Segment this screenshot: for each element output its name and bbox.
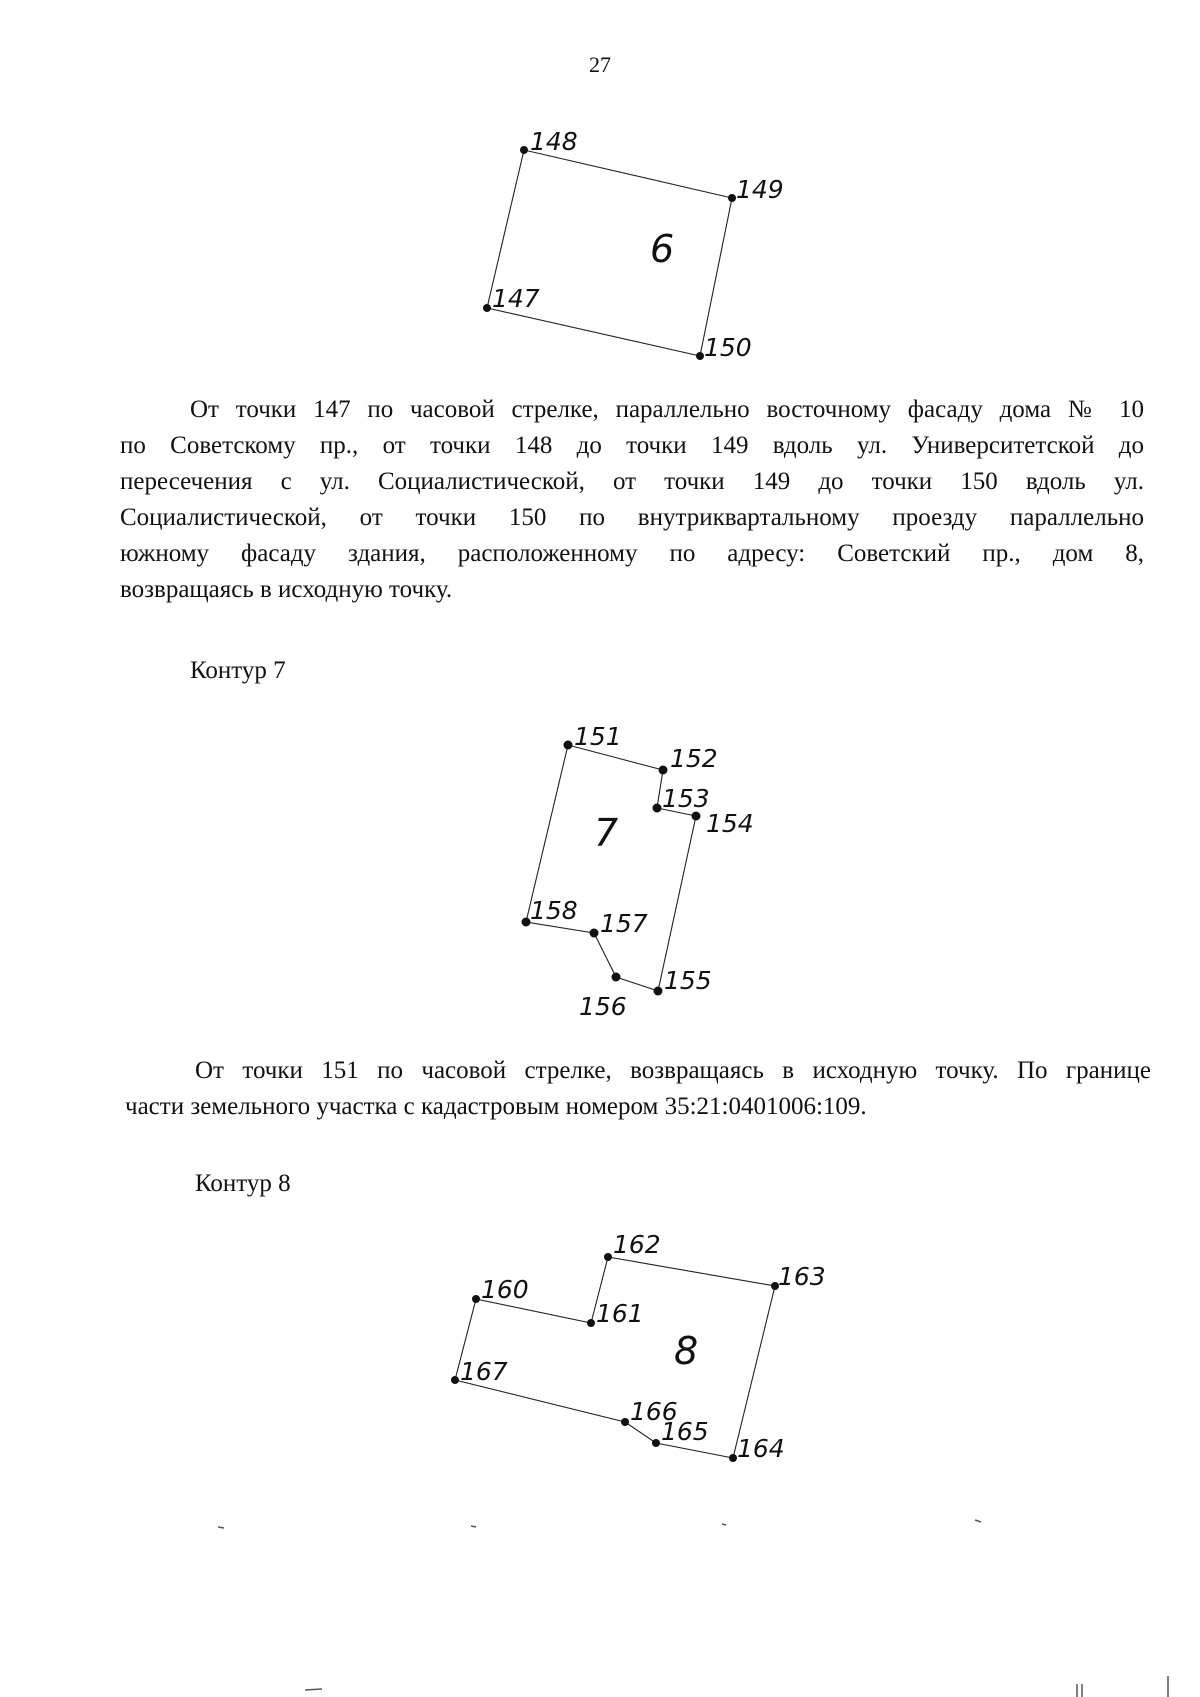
point-label-165: 165 xyxy=(661,1417,709,1446)
contour-7-number: 7 xyxy=(594,811,619,855)
point-label-157: 157 xyxy=(600,909,648,938)
point-label-153: 153 xyxy=(662,784,710,813)
point-label-151: 151 xyxy=(574,722,622,751)
point-label-167: 167 xyxy=(460,1357,508,1386)
page-number: 27 xyxy=(589,52,611,77)
point-label-148: 148 xyxy=(530,127,578,156)
text-line: возвращаясь в исходную точку. xyxy=(120,576,453,603)
text-line: по Советскому пр., от точки 148 до точки 149 вдоль ул. Университетской до xyxy=(120,432,1144,459)
text-line: Социалистической, от точки 150 по внутриквартальному проезду параллельно xyxy=(120,504,1144,531)
text-line: пересечения с ул. Социалистической, от точки 149 до точки 150 вдоль ул. xyxy=(120,468,1144,495)
scan-speck xyxy=(218,1527,224,1528)
point-label-156: 156 xyxy=(579,992,627,1021)
point-label-160: 160 xyxy=(481,1275,529,1304)
point-label-154: 154 xyxy=(706,809,754,838)
point-label-150: 150 xyxy=(704,333,752,362)
point-label-166: 166 xyxy=(630,1397,678,1426)
point-label-161: 161 xyxy=(596,1299,644,1328)
text-line: южному фасаду здания, расположенному по адресу: Советский пр., дом 8, xyxy=(120,540,1144,567)
heading-contour-7: Контур 7 xyxy=(190,657,286,684)
text-line: части земельного участка с кадастровым номером 35:21:0401006:109. xyxy=(125,1093,867,1120)
scan-speck xyxy=(305,1689,322,1690)
contour-6-number: 6 xyxy=(650,227,675,271)
point-label-164: 164 xyxy=(737,1434,785,1463)
scan-speck xyxy=(722,1524,726,1525)
point-label-163: 163 xyxy=(778,1262,826,1291)
text-line: От точки 147 по часовой стрелке, параллельно восточному фасаду дома № 10 xyxy=(190,396,1144,423)
scan-speck xyxy=(471,1526,476,1527)
heading-contour-8: Контур 8 xyxy=(195,1170,291,1197)
point-label-162: 162 xyxy=(613,1230,661,1259)
text-line: От точки 151 по часовой стрелке, возвращаясь в исходную точку. По границе xyxy=(195,1057,1151,1084)
contour-8-number: 8 xyxy=(674,1329,699,1373)
scan-speck xyxy=(975,1520,981,1522)
point-label-152: 152 xyxy=(670,744,718,773)
point-label-147: 147 xyxy=(492,284,540,313)
point-label-158: 158 xyxy=(530,896,578,925)
point-label-155: 155 xyxy=(664,966,712,995)
point-label-149: 149 xyxy=(736,175,784,204)
